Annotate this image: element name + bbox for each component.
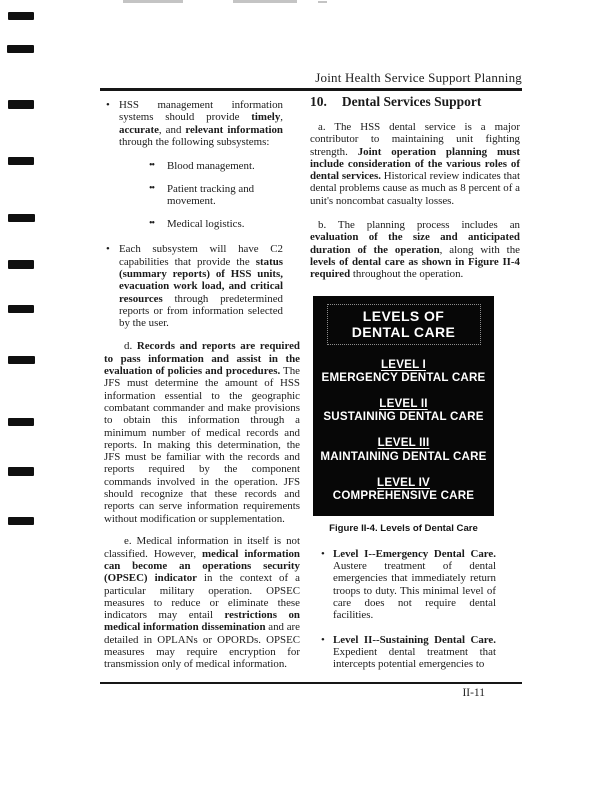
binding-mark — [8, 418, 34, 426]
running-header: Joint Health Service Support Planning — [315, 70, 522, 85]
figure-title-line2: DENTAL CARE — [351, 323, 456, 340]
bullet-text: HSS management information systems should provide timely, accurate, and relevant information through the following subsystems: — [119, 99, 283, 148]
bullet-text: Level II--Sustaining Dental Care. Expedient dental treatment that intercepts potential emergencies to — [333, 633, 496, 671]
binding-mark — [8, 157, 34, 165]
subbullet-medical-logistics — [104, 218, 300, 230]
section-heading-dental-services — [310, 94, 520, 109]
scan-smudge — [233, 0, 297, 3]
subbullet-text: Medical logistics. — [167, 218, 245, 231]
binding-mark — [8, 356, 35, 364]
level-3-desc: MAINTAINING DENTAL CARE — [320, 449, 487, 463]
bullet-marker: • — [106, 243, 110, 256]
footer-rule — [100, 682, 522, 684]
figure-title-box — [327, 304, 481, 345]
binding-mark — [8, 100, 34, 109]
figure-levels-of-dental-care — [313, 296, 494, 516]
subbullet-patient-tracking — [104, 183, 300, 208]
binding-mark — [7, 45, 34, 53]
binding-mark — [8, 12, 34, 20]
paragraph-a-dental-service: a. The HSS dental service is a major contributor to maintaining unit fighting strength. Joint operation planning must include consideration of the various roles of dental services. Historical review indicates that dental problems cause as much as 8 percent of a unit's noncombat casualty losses. — [310, 121, 520, 207]
binding-mark — [8, 260, 34, 269]
subbullet-text: Patient tracking and movement. — [167, 182, 255, 208]
figure-title-line1: LEVELS OF — [362, 307, 445, 324]
bullet-marker: • — [321, 547, 325, 560]
subbullet-marker: •• — [149, 182, 155, 194]
right-column — [310, 94, 520, 671]
subbullet-blood-management — [104, 160, 300, 172]
paragraph-b-planning-process: b. The planning process includes an evaluation of the size and anticipated duration of the operation, along with the levels of dental care as shown in Figure II-4 required throughout the operation. — [310, 219, 520, 281]
figure-caption: Figure II-4. Levels of Dental Care — [329, 522, 478, 534]
section-number: 10. — [310, 94, 327, 109]
level-2-entry — [323, 397, 483, 423]
binding-mark — [8, 517, 34, 525]
bullet-marker: • — [321, 633, 325, 646]
bullet-hss-systems — [104, 99, 283, 148]
header-rule — [100, 88, 522, 91]
level-2-name: LEVEL II — [379, 396, 428, 410]
level-1-name: LEVEL I — [380, 357, 426, 371]
binding-mark — [8, 305, 34, 313]
paragraph-d-records-reports: d. Records and reports are required to pass information and assist in the evaluation of policies and procedures. The JFS must determine the amount of HSS information essential to the geographic combatant commander and make provisions to obtain this information through a minimum number of medical records and reports. In making this determination, the JFS must be familiar with the records and reports required by the component commands involved in the operation. JFS should recognize that these records and reports can serve information requirements without modification or supplementation. — [104, 340, 300, 525]
scan-smudge — [123, 0, 183, 3]
level-4-entry — [333, 476, 474, 502]
level-4-name: LEVEL IV — [377, 475, 430, 489]
binding-mark — [8, 214, 35, 222]
bullet-subsystem-c2 — [104, 243, 283, 329]
subbullet-marker: •• — [149, 160, 155, 172]
subbullet-text: Blood management. — [167, 160, 255, 173]
bullet-marker: • — [106, 99, 110, 111]
scan-smudge — [318, 1, 327, 3]
page-number: II-11 — [462, 687, 485, 699]
level-4-desc: COMPREHENSIVE CARE — [332, 488, 475, 502]
left-column — [104, 99, 300, 671]
bullet-level1-emergency — [310, 548, 496, 622]
section-title: Dental Services Support — [341, 94, 482, 109]
binding-mark — [8, 467, 34, 476]
bullet-text: Each subsystem will have C2 capabilities that provide the status (summary reports) of HSS units, evacuation work load, and critical resources through predetermined reports or from information selected by the user. — [119, 243, 283, 330]
level-1-entry — [322, 358, 486, 384]
bullet-text: Level I--Emergency Dental Care. Austere treatment of dental emergencies that immediately return troops to duty. This minimal level of care does not require dental facilities. — [333, 547, 496, 622]
level-3-entry — [320, 436, 486, 462]
paragraph-e-opsec: e. Medical information in itself is not classified. However, medical information can become an operations security (OPSEC) indicator in the context of a particular military operation. OPSEC measures to reduce or eliminate these indicators may entail restrictions on medical information dissemination and are detailed in OPLANs or OPORDs. OPSEC measures may require encryption for transmission only of medical information. — [104, 535, 301, 671]
level-1-desc: EMERGENCY DENTAL CARE — [321, 370, 486, 384]
bullet-level2-sustaining — [310, 634, 496, 671]
level-3-name: LEVEL III — [377, 436, 430, 450]
level-2-desc: SUSTAINING DENTAL CARE — [323, 410, 484, 424]
subbullet-marker: •• — [149, 218, 155, 230]
